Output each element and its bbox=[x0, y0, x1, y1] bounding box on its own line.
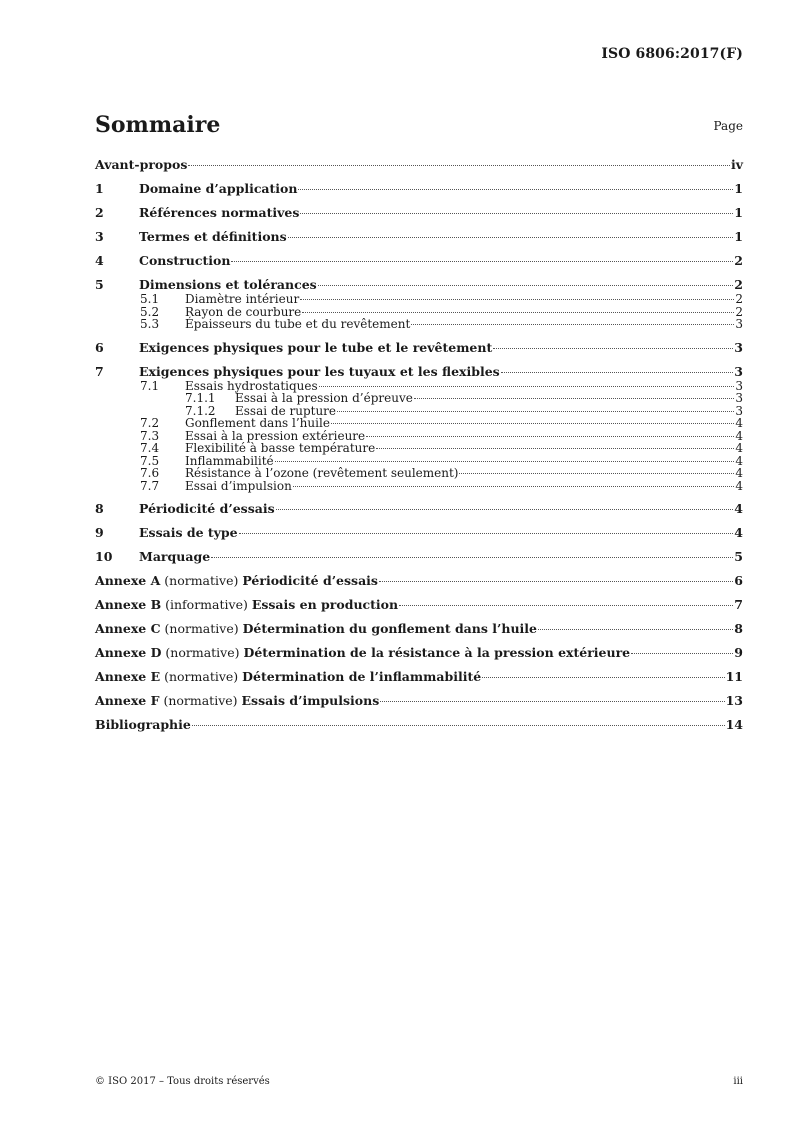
toc-entry-page: 11 bbox=[725, 669, 743, 684]
toc-entry-title: Bibliographie bbox=[95, 717, 191, 732]
toc-entry-title: Essais de type bbox=[139, 525, 238, 540]
toc-entry[interactable] bbox=[95, 526, 743, 540]
toc-entry-page: 4 bbox=[735, 416, 743, 430]
toc-entry-number: 5.2 bbox=[140, 304, 160, 319]
toc-entry-page: 2 bbox=[734, 253, 743, 268]
toc-entry-number: 7 bbox=[95, 363, 104, 379]
toc-entry-page: 4 bbox=[735, 453, 743, 468]
dot-leader bbox=[399, 605, 733, 606]
toc-entry[interactable] bbox=[95, 341, 743, 355]
dot-leader bbox=[337, 411, 734, 412]
toc-entry-number: 7.5 bbox=[140, 453, 160, 468]
toc-entry-title: Dimensions et tolérances bbox=[139, 277, 317, 292]
toc-entry-page: 14 bbox=[725, 717, 743, 732]
toc-entry-page: 13 bbox=[725, 693, 743, 708]
toc-entry[interactable] bbox=[95, 365, 743, 379]
annex-kind: (normative) bbox=[160, 573, 243, 588]
annex-title: Détermination de l’inflammabilité bbox=[242, 669, 482, 684]
toc-entry-number: 7.6 bbox=[140, 466, 160, 480]
annex-kind: (normative) bbox=[161, 645, 244, 660]
toc-entry[interactable] bbox=[95, 442, 743, 455]
toc-entry[interactable] bbox=[95, 574, 743, 588]
toc-entry-page: 1 bbox=[734, 229, 743, 244]
dot-leader bbox=[331, 423, 734, 424]
toc-entry-number: 7.3 bbox=[140, 428, 160, 443]
dot-leader bbox=[188, 165, 730, 166]
dot-leader bbox=[275, 461, 735, 462]
toc-entry-title bbox=[95, 646, 630, 660]
dot-leader bbox=[459, 473, 734, 474]
annex-kind: (normative) bbox=[160, 669, 243, 684]
toc-entry-number: 4 bbox=[95, 253, 104, 268]
toc-entry-number: 5 bbox=[95, 277, 104, 292]
dot-leader bbox=[293, 486, 735, 487]
toc-entry-number: 9 bbox=[95, 525, 104, 540]
dot-leader bbox=[380, 701, 724, 702]
toc-entry-number: 3 bbox=[95, 229, 104, 244]
toc-entry-title: Rayon de courbure bbox=[185, 304, 302, 319]
toc-entry-title: Essai d’impulsion bbox=[185, 478, 292, 493]
toc-entry-number: 5.1 bbox=[140, 292, 160, 306]
toc-entry-title: Inflammabilité bbox=[185, 453, 274, 468]
dot-leader bbox=[501, 372, 734, 373]
footer-copyright: © ISO 2017 – Tous droits réservés bbox=[95, 1076, 270, 1087]
toc-entry[interactable] bbox=[95, 230, 743, 244]
toc-entry-title: Références normatives bbox=[139, 205, 300, 220]
toc-entry-title bbox=[95, 622, 537, 636]
annex-label: Annexe F bbox=[95, 693, 160, 708]
toc-entry-page: 3 bbox=[735, 317, 743, 331]
toc-entry[interactable] bbox=[95, 293, 743, 306]
annex-kind: (normative) bbox=[159, 693, 242, 708]
toc-entry[interactable] bbox=[95, 646, 743, 660]
toc-entry[interactable] bbox=[95, 318, 743, 331]
toc-entry-number: 1 bbox=[95, 181, 104, 196]
toc-entry[interactable] bbox=[95, 278, 743, 292]
toc-entry[interactable] bbox=[95, 254, 743, 268]
toc-entry[interactable] bbox=[95, 480, 743, 493]
dot-leader bbox=[631, 653, 733, 654]
dot-leader bbox=[379, 581, 733, 582]
toc-entry-title: Essai de rupture bbox=[235, 403, 337, 418]
toc-entry-number: 7.1.1 bbox=[185, 391, 216, 405]
toc-entry-title: Marquage bbox=[139, 549, 211, 564]
annex-title: Essais d’impulsions bbox=[241, 693, 380, 708]
toc-entry-title: Diamètre intérieur bbox=[185, 292, 300, 306]
toc-entry-page: 4 bbox=[735, 478, 743, 493]
annex-label: Annexe D bbox=[95, 645, 162, 660]
toc-entry[interactable] bbox=[95, 206, 743, 220]
toc-entry-page: 5 bbox=[734, 549, 743, 564]
toc-entry[interactable] bbox=[95, 622, 743, 636]
annex-kind: (informative) bbox=[161, 597, 252, 612]
toc-entry-page: 4 bbox=[735, 466, 743, 480]
table-of-contents bbox=[95, 158, 743, 732]
toc-entry-title: Gonflement dans l’huile bbox=[185, 416, 330, 430]
dot-leader bbox=[493, 348, 733, 349]
dot-leader bbox=[288, 237, 734, 238]
toc-entry[interactable] bbox=[95, 417, 743, 430]
toc-title: Sommaire bbox=[95, 112, 221, 138]
toc-entry-title: Construction bbox=[139, 253, 231, 268]
toc-entry-title: Avant-propos bbox=[95, 157, 188, 172]
annex-label: Annexe B bbox=[95, 597, 162, 612]
toc-entry-number: 10 bbox=[95, 549, 113, 564]
toc-entry-page: 4 bbox=[734, 525, 743, 540]
toc-entry-page: 2 bbox=[735, 304, 743, 319]
annex-kind: (normative) bbox=[160, 621, 243, 636]
toc-entry-title: Essais hydrostatiques bbox=[185, 378, 318, 393]
annex-title: Détermination de la résistance à la pression extérieure bbox=[243, 645, 631, 660]
toc-entry-page: 3 bbox=[735, 378, 743, 393]
toc-entry[interactable] bbox=[95, 182, 743, 196]
toc-entry-title: Flexibilité à basse température bbox=[185, 441, 376, 455]
dot-leader bbox=[318, 285, 734, 286]
toc-entry-page: 2 bbox=[735, 292, 743, 306]
toc-entry-page: 4 bbox=[735, 441, 743, 455]
toc-entry-title: Essai à la pression d’épreuve bbox=[235, 391, 413, 405]
dot-leader bbox=[300, 213, 733, 214]
toc-entry-page: 3 bbox=[734, 363, 743, 379]
toc-entry-page: 6 bbox=[734, 573, 743, 588]
toc-entry-page: 1 bbox=[734, 205, 743, 220]
toc-entry-title: Domaine d’application bbox=[139, 181, 298, 196]
dot-leader bbox=[538, 629, 733, 630]
annex-label: Annexe E bbox=[95, 669, 161, 684]
toc-entry[interactable] bbox=[95, 502, 743, 516]
toc-entry-page: 2 bbox=[734, 277, 743, 292]
toc-entry-title bbox=[95, 670, 481, 684]
toc-entry-page: iv bbox=[730, 157, 743, 172]
dot-leader bbox=[276, 509, 734, 510]
toc-entry-number: 7.2 bbox=[140, 416, 160, 430]
toc-entry[interactable] bbox=[95, 467, 743, 480]
toc-entry-title: Périodicité d’essais bbox=[139, 501, 275, 516]
toc-entry[interactable] bbox=[95, 550, 743, 564]
toc-entry-page: 1 bbox=[734, 181, 743, 196]
footer-page-number: iii bbox=[733, 1076, 743, 1087]
dot-leader bbox=[319, 386, 735, 387]
dot-leader bbox=[239, 533, 734, 534]
toc-entry-title: Exigences physiques pour le tube et le revêtement bbox=[139, 339, 493, 355]
toc-entry[interactable] bbox=[95, 392, 743, 405]
toc-entry-number: 7.7 bbox=[140, 478, 160, 493]
annex-label: Annexe C bbox=[95, 621, 161, 636]
toc-entry[interactable] bbox=[95, 670, 743, 684]
toc-entry-number: 7.1 bbox=[140, 378, 160, 393]
dot-leader bbox=[231, 261, 733, 262]
dot-leader bbox=[482, 677, 724, 678]
toc-entry[interactable] bbox=[95, 694, 743, 708]
toc-entry-number: 7.4 bbox=[140, 441, 160, 455]
toc-entry-title: Termes et définitions bbox=[139, 229, 287, 244]
dot-leader bbox=[376, 448, 734, 449]
toc-entry-title: Exigences physiques pour les tuyaux et les flexibles bbox=[139, 363, 500, 379]
toc-entry-number: 2 bbox=[95, 205, 104, 220]
dot-leader bbox=[414, 398, 735, 399]
annex-title: Périodicité d’essais bbox=[242, 573, 378, 588]
annex-label: Annexe A bbox=[95, 573, 161, 588]
toc-entry-title: Résistance à l’ozone (revêtement seulement) bbox=[185, 466, 459, 480]
dot-leader bbox=[302, 312, 734, 313]
toc-entry-page: 3 bbox=[735, 403, 743, 418]
annex-title: Détermination du gonflement dans l’huile bbox=[242, 621, 537, 636]
document-reference: ISO 6806:2017(F) bbox=[601, 46, 743, 62]
toc-entry-page: 7 bbox=[734, 597, 743, 612]
toc-entry-page: 4 bbox=[735, 428, 743, 443]
toc-entry-title: Essai à la pression extérieure bbox=[185, 428, 366, 443]
toc-entry-number: 5.3 bbox=[140, 317, 160, 331]
toc-entry-title bbox=[95, 598, 398, 612]
toc-entry-page: 8 bbox=[734, 621, 743, 636]
toc-entry-page: 3 bbox=[734, 339, 743, 355]
toc-entry-title bbox=[95, 694, 379, 708]
toc-entry-page: 4 bbox=[734, 501, 743, 516]
dot-leader bbox=[300, 299, 734, 300]
annex-title: Essais en production bbox=[251, 597, 399, 612]
toc-entry[interactable] bbox=[95, 718, 743, 732]
dot-leader bbox=[192, 725, 725, 726]
toc-entry-number: 6 bbox=[95, 339, 104, 355]
dot-leader bbox=[298, 189, 733, 190]
dot-leader bbox=[211, 557, 733, 558]
toc-entry-page: 3 bbox=[735, 391, 743, 405]
toc-entry[interactable] bbox=[95, 158, 743, 172]
dot-leader bbox=[411, 324, 734, 325]
dot-leader bbox=[366, 436, 734, 437]
toc-entry-number: 8 bbox=[95, 501, 104, 516]
toc-entry-title: Épaisseurs du tube et du revêtement bbox=[185, 317, 411, 331]
toc-entry-page: 9 bbox=[734, 645, 743, 660]
page-column-label: Page bbox=[713, 119, 743, 133]
toc-entry-title bbox=[95, 574, 378, 588]
toc-entry-number: 7.1.2 bbox=[185, 403, 216, 418]
toc-entry[interactable] bbox=[95, 598, 743, 612]
